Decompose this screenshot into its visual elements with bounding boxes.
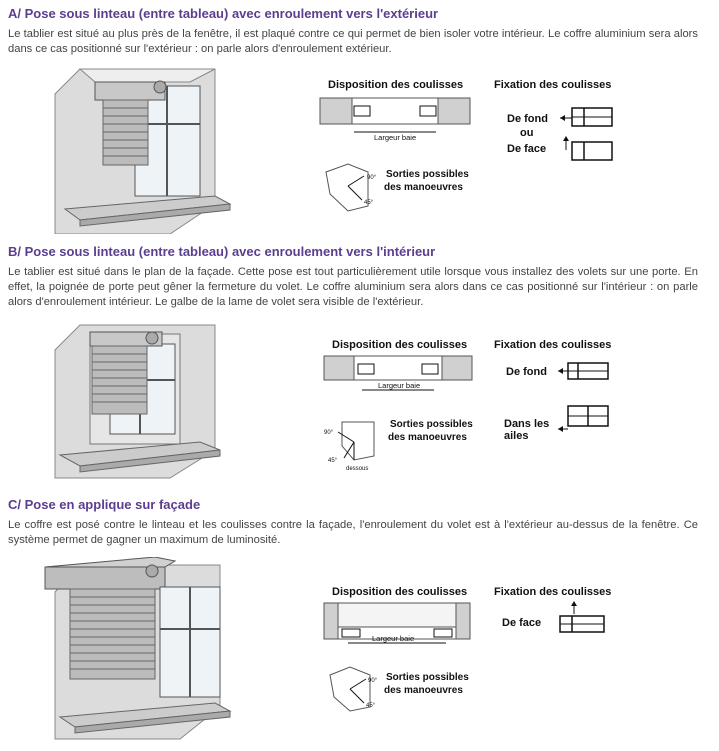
disposition-label: Disposition des coulisses: [328, 79, 464, 91]
fixation-diagram: [492, 336, 632, 446]
section-title: B/ Pose sous linteau (entre tableau) avec enroulement vers l'intérieur: [8, 244, 436, 259]
disposition-diagram: [318, 76, 478, 220]
disposition-diagram: [322, 583, 482, 723]
fixation-label: Fixation des coulisses: [494, 586, 612, 598]
largeur-label: Largeur baie: [372, 634, 415, 643]
angle-90: 90°: [324, 430, 334, 436]
fix-de-fond: De fond: [507, 113, 548, 125]
largeur-label: Largeur baie: [378, 381, 421, 390]
window-illustration-exterior: [40, 64, 240, 234]
disposition-label: Disposition des coulisses: [332, 586, 468, 598]
fixation-label: Fixation des coulisses: [494, 79, 612, 91]
section-text: Le coffre est posé contre le linteau et les coulisses contre la façade, l'enroulement du volet est à l'extérieur au-dessus de la fenêtre. Ce système permet de gagner un maximum de luminosité.: [8, 519, 698, 546]
angle-90: 90°: [367, 175, 377, 181]
angle-90: 90°: [368, 678, 378, 684]
angle-45: 45°: [328, 458, 338, 464]
section-text: Le tablier est situé au plus près de la fenêtre, il est plaqué contre ce qui permet de bien isoler votre intérieur. Le coffre aluminium sera alors dans ce cas positionné sur l'extérieur : on parle alors d'enroulement extérieur.: [8, 28, 698, 55]
fix-ou: ou: [520, 127, 534, 139]
fix-ailes: ailes: [504, 430, 529, 442]
fix-de-face: De face: [507, 143, 547, 155]
fix-de-face: De face: [502, 617, 542, 629]
sorties-label-2: des manoeuvres: [384, 685, 463, 696]
disposition-label: Disposition des coulisses: [332, 339, 468, 351]
window-illustration-facade: [40, 557, 240, 747]
disposition-diagram: [322, 336, 482, 476]
sorties-label: Sorties possibles: [386, 169, 469, 180]
angle-45: 45°: [366, 703, 376, 709]
section-title: A/ Pose sous linteau (entre tableau) avec enroulement vers l'extérieur: [8, 6, 439, 21]
section-title: C/ Pose en applique sur façade: [8, 497, 201, 512]
sorties-label: Sorties possibles: [386, 672, 469, 683]
angle-45: 45°: [364, 200, 374, 206]
window-illustration-interior: [40, 320, 240, 480]
dessous-label: dessous: [346, 466, 369, 472]
fixation-label: Fixation des coulisses: [494, 339, 612, 351]
sorties-label: Sorties possibles: [390, 419, 473, 430]
fix-dans-les: Dans les: [504, 418, 550, 430]
sorties-label-2: des manoeuvres: [384, 182, 463, 193]
fixation-diagram: [492, 76, 632, 186]
largeur-label: Largeur baie: [374, 133, 417, 142]
fix-de-fond: De fond: [506, 366, 547, 378]
sorties-label-2: des manoeuvres: [388, 432, 467, 443]
section-text: Le tablier est situé dans le plan de la façade. Cette pose est tout particulièrement utile lorsque vous installez des volets sur une porte. En effet, la poignée de porte peut gêner la fermeture du volet. Le coffre aluminium sera alors dans ce cas positionné sur l'intérieur : on parle alors d'enroulement intérieur. Le galbe de la lame de volet sera visible de l'extérieur.: [8, 266, 698, 308]
fixation-diagram: [492, 583, 632, 663]
